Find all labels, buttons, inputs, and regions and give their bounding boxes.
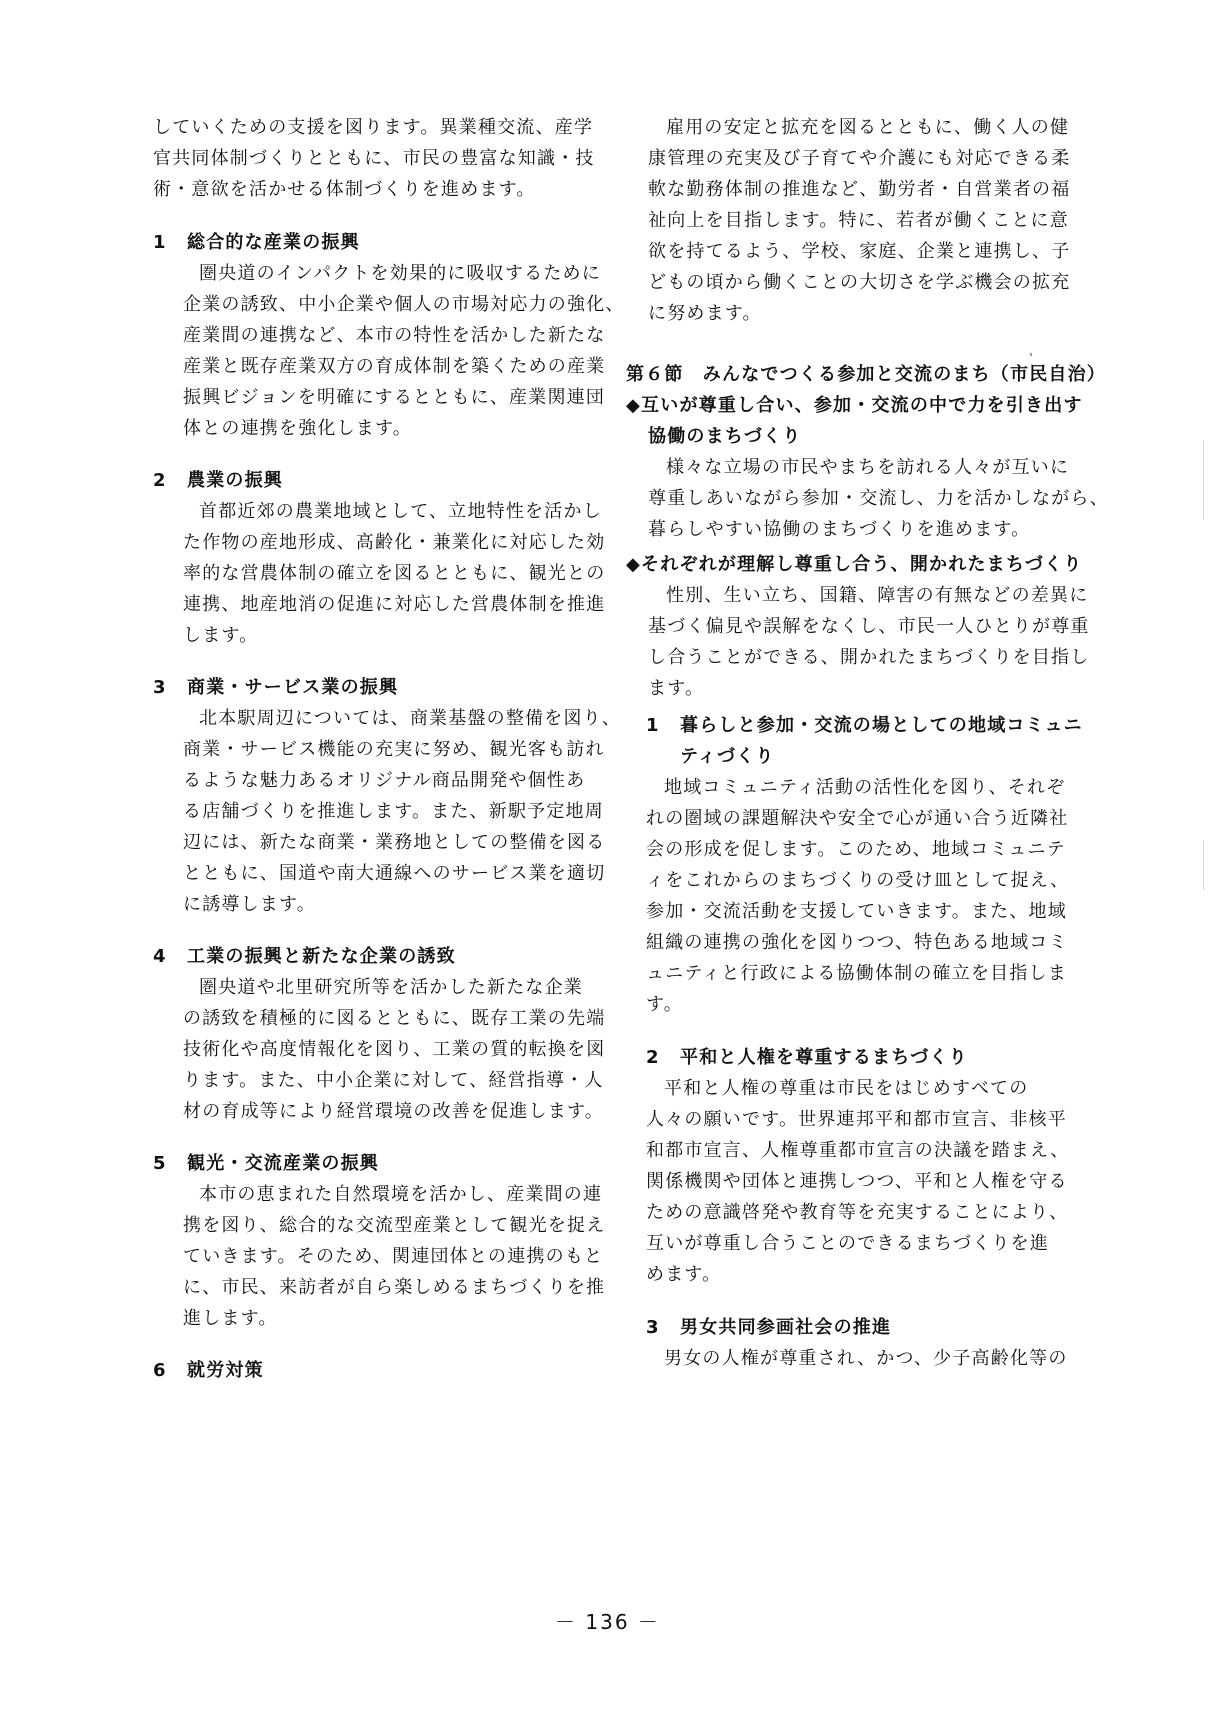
- section-title: 総合的な産業の振興: [187, 232, 360, 253]
- body-line: 人々の願いです。世界連邦平和都市宣言、非核平: [646, 1109, 1067, 1130]
- section-heading: [153, 941, 588, 972]
- body-line: の誘致を積極的に図るとともに、既存工業の先端: [183, 1008, 606, 1029]
- left-column: [153, 112, 625, 1386]
- body-line: 圏央道のインパクトを効果的に吸収するために: [199, 263, 601, 284]
- body-line: す。: [646, 994, 683, 1015]
- section-number: 3: [153, 677, 167, 698]
- body-line: に誘導します。: [183, 894, 316, 915]
- body-line: 和都市宣言、人権尊重都市宣言の決議を踏まえ、: [646, 1140, 1070, 1161]
- body-line: 互いが尊重し合うことのできるまちづくりを進: [646, 1233, 1050, 1254]
- body-line: ための意識啓発や教育等を充実することにより、: [646, 1202, 1069, 1223]
- subsection-heading: [626, 710, 1083, 741]
- intro-line: に努めます。: [648, 303, 762, 324]
- intro-line: 軟な勤務体制の推進など、勤労者・自営業者の福: [648, 179, 1071, 200]
- section-heading: [153, 1355, 588, 1386]
- bullet-heading-cont: 協働のまちづくり: [648, 426, 802, 447]
- intro-line: どもの頃から働くことの大切さを学ぶ機会の拡充: [648, 272, 1071, 293]
- intro-line: 官共同体制づくりとともに、市民の豊富な知識・技: [153, 148, 595, 169]
- body-line: 技術化や高度情報化を図り、工業の質的転換を図: [183, 1039, 606, 1060]
- body-line: 平和と人権の尊重は市民をはじめすべての: [664, 1078, 1029, 1099]
- body-line: ていきます。そのため、関連団体との連携のもと: [183, 1246, 604, 1267]
- body-line: 基づく偏見や誤解をなくし、市民一人ひとりが尊重: [648, 616, 1090, 637]
- section-number: 5: [153, 1153, 167, 1174]
- body-line: れの圏域の課題解決や安全で心が通い合う近隣社: [646, 808, 1069, 829]
- body-line: 携を図り、総合的な交流型産業として観光を捉え: [183, 1215, 606, 1236]
- body-line: 率的な営農体制の確立を図るとともに、観光との: [183, 563, 606, 584]
- body-line: 商業・サービス機能の充実に努め、観光客も訪れ: [183, 739, 605, 760]
- section-number: 4: [153, 946, 167, 967]
- intro-line: 雇用の安定と拡充を図るとともに、働く人の健: [666, 117, 1070, 138]
- section-number: 6: [153, 1360, 167, 1381]
- subsection-title-cont: ティづくり: [680, 746, 775, 767]
- scan-mark: [1203, 840, 1204, 890]
- body-line: 振興ビジョンを明確にするとともに、産業関連団: [183, 387, 606, 408]
- section-heading: [153, 227, 588, 258]
- body-line: る店舗づくりを推進します。また、新駅予定地周: [183, 801, 604, 822]
- body-line: とともに、国道や南大通線へのサービス業を適切: [183, 863, 606, 884]
- right-column: [626, 112, 1109, 1374]
- scan-mark: [1203, 440, 1204, 520]
- subsection-number: 1: [646, 715, 660, 736]
- subsection-number: 3: [646, 1317, 660, 1338]
- section-title: 観光・交流産業の振興: [187, 1153, 379, 1174]
- body-line: 北本駅周辺については、商業基盤の整備を図り、: [199, 708, 622, 729]
- body-line: し合うことができる、開かれたまちづくりを目指し: [648, 647, 1090, 668]
- section-number: 1: [153, 232, 167, 253]
- subsection-title: 暮らしと参加・交流の場としての地域コミュニ: [680, 715, 1083, 736]
- section-heading: [153, 465, 588, 496]
- intro-line: していくための支援を図ります。異業種交流、産学: [153, 117, 594, 138]
- diamond-bullet-icon: ◆: [626, 395, 642, 416]
- body-line: 暮らしやすい協働のまちづくりを進めます。: [648, 519, 1031, 540]
- bullet-heading: [626, 390, 1083, 421]
- body-line: るような魅力あるオリジナル商品開発や個性あ: [183, 770, 586, 791]
- body-line: 連携、地産地消の促進に対応した営農体制を推進: [183, 594, 606, 615]
- section-title: 工業の振興と新たな企業の誘致: [187, 946, 456, 967]
- body-line: 組織の連携の強化を図りつつ、特色ある地域コミ: [646, 932, 1068, 953]
- section-title: 農業の振興: [187, 470, 283, 491]
- body-line: 産業と既存産業双方の育成体制を築くための産業: [183, 356, 606, 377]
- body-line: 性別、生い立ち、国籍、障害の有無などの差異に: [666, 585, 1089, 606]
- body-line: 男女の人権が尊重され、かつ、少子高齢化等の: [664, 1348, 1068, 1369]
- intro-line: 祉向上を目指します。特に、若者が働くことに意: [648, 210, 1069, 231]
- intro-line: 康管理の充実及び子育てや介護にも対応できる柔: [648, 148, 1071, 169]
- body-line: 参加・交流活動を支援していきます。また、地域: [646, 901, 1067, 922]
- subsection-title: 男女共同参画社会の推進: [680, 1317, 892, 1338]
- body-line: 本市の恵まれた自然環境を活かし、産業間の連: [199, 1184, 603, 1205]
- body-line: 関係機関や団体と連携しつつ、平和と人権を守る: [646, 1171, 1068, 1192]
- section-number: 2: [153, 470, 167, 491]
- body-line: ュニティと行政による協働体制の確立を目指しま: [646, 963, 1067, 984]
- body-line: 進します。: [183, 1308, 278, 1329]
- section-title: 就労対策: [187, 1360, 264, 1381]
- body-line: 会の形成を促します。このため、地域コミュニテ: [646, 839, 1066, 860]
- body-line: 首都近郊の農業地域として、立地特性を活かし: [199, 501, 602, 522]
- body-line: ります。また、中小企業に対して、経営指導・人: [183, 1070, 604, 1091]
- body-line: 様々な立場の市民やまちを訪れる人々が互いに: [666, 457, 1070, 478]
- section-title: 商業・サービス業の振興: [187, 677, 399, 698]
- subsection-heading: [626, 1312, 1076, 1343]
- bullet-heading-text: それぞれが理解し尊重し合う、開かれたまちづくり: [641, 554, 1083, 575]
- subsection-heading: [626, 1042, 1076, 1073]
- bullet-heading: [626, 549, 1083, 580]
- section-heading: [153, 1148, 588, 1179]
- body-line: 企業の誘致、中小企業や個人の市場対応力の強化、: [183, 294, 625, 315]
- section-heading: [153, 672, 588, 703]
- body-line: 産業間の連携など、本市の特性を活かした新たな: [183, 325, 606, 346]
- subsection-number: 2: [646, 1047, 660, 1068]
- body-line: に、市民、来訪者が自ら楽しめるまちづくりを推: [183, 1277, 606, 1298]
- body-line: めます。: [646, 1264, 722, 1285]
- body-line: た作物の産地形成、高齢化・兼業化に対応した効: [183, 532, 606, 553]
- scan-mark: [1030, 353, 1032, 356]
- subsection-title: 平和と人権を尊重するまちづくり: [680, 1047, 968, 1068]
- body-line: ます。: [648, 678, 705, 699]
- body-line: 地域コミュニティ活動の活性化を図り、それぞ: [664, 777, 1066, 798]
- body-line: 辺には、新たな商業・業務地としての整備を図る: [183, 832, 606, 853]
- intro-line: 術・意欲を活かせる体制づくりを進めます。: [153, 179, 536, 200]
- bullet-heading-text: 互いが尊重し合い、参加・交流の中で力を引き出す: [641, 395, 1083, 416]
- body-line: します。: [183, 625, 259, 646]
- body-line: 材の育成等により経営環境の改善を促進します。: [183, 1101, 604, 1122]
- intro-line: 欲を持てるよう、学校、家庭、企業と連携し、子: [648, 241, 1071, 262]
- chapter-section-title: 第６節 みんなでつくる参加と交流のまち（市民自治）: [626, 364, 1106, 385]
- body-line: 尊重しあいながら参加・交流し、力を活かしながら、: [648, 488, 1109, 509]
- body-line: 圏央道や北里研究所等を活かした新たな企業: [199, 977, 583, 998]
- page-number: － 136 －: [555, 1610, 660, 1634]
- body-line: ィをこれからのまちづくりの受け皿として捉え、: [646, 870, 1070, 891]
- diamond-bullet-icon: ◆: [626, 554, 642, 575]
- body-line: 体との連携を強化します。: [183, 418, 412, 439]
